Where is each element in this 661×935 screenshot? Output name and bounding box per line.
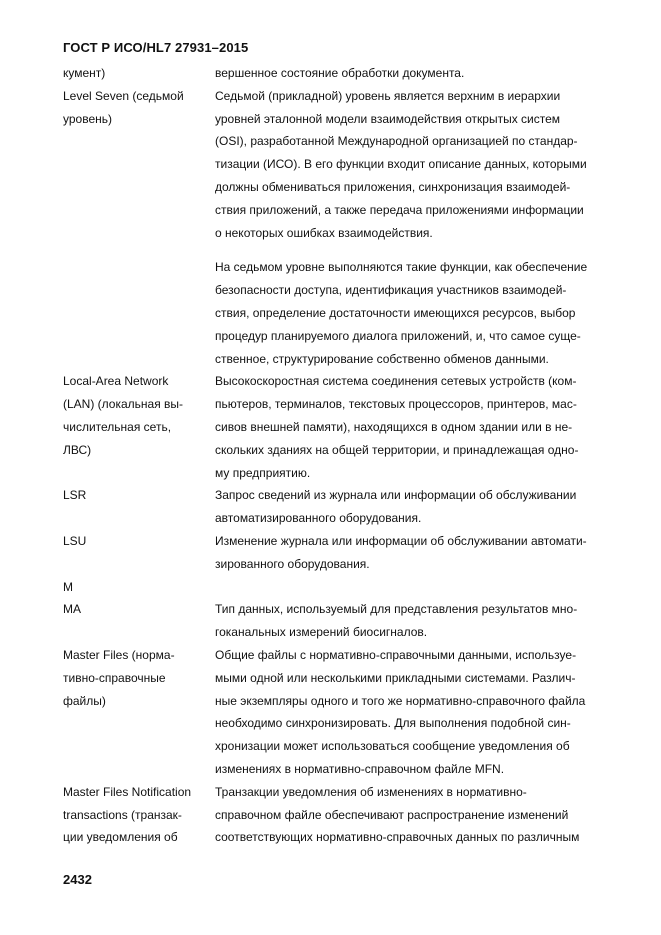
definition-line: Запрос сведений из журнала или информации об обслуживании xyxy=(215,488,577,503)
glossary-definition xyxy=(215,598,633,644)
glossary-definition xyxy=(215,576,633,599)
term-line: Level Seven (седьмой xyxy=(63,88,184,103)
definition-line: уровней эталонной модели взаимодействия открытых систем xyxy=(215,111,561,126)
definition-line xyxy=(215,576,633,599)
glossary-entry xyxy=(63,781,633,849)
definition-line: Транзакции уведомления об изменениях в нормативно- xyxy=(215,784,527,799)
definition-paragraph xyxy=(215,85,633,245)
term-line: кумент) xyxy=(63,66,106,80)
glossary-body xyxy=(63,62,633,849)
glossary-term xyxy=(63,62,215,85)
definition-line: безопасности доступа, идентификация участников взаимодей- xyxy=(215,283,567,298)
page-number: 2432 xyxy=(63,872,92,887)
definition-line: Высокоскоростная система соединения сетевых устройств (ком- xyxy=(215,374,577,389)
term-line: LSU xyxy=(63,533,87,548)
glossary-term xyxy=(63,576,215,599)
definition-line: соответствующих нормативно-справочных данных по различным xyxy=(215,830,580,845)
term-line: Local-Area Network xyxy=(63,374,169,389)
glossary-definition xyxy=(215,85,633,371)
term-line: уровень) xyxy=(63,111,113,126)
term-line: ции уведомления об xyxy=(63,830,178,845)
glossary-definition xyxy=(215,62,633,85)
definition-line: мыми одной или несколькими прикладными системами. Различ- xyxy=(215,670,576,685)
glossary-term xyxy=(63,85,215,371)
term-line: Master Files (норма- xyxy=(63,647,175,662)
definition-line: му предприятию. xyxy=(215,465,311,480)
term-line: LSR xyxy=(63,488,87,503)
glossary-entry xyxy=(63,484,633,530)
definition-paragraph xyxy=(215,62,633,85)
glossary-entry xyxy=(63,370,633,484)
definition-line: процедур планируемого диалога приложений, и, что самое суще- xyxy=(215,328,581,343)
glossary-entry xyxy=(63,62,633,85)
term-line: тивно-справочные xyxy=(63,670,166,685)
glossary-term xyxy=(63,598,215,644)
definition-line: пьютеров, терминалов, текстовых процессоров, принтеров, мас- xyxy=(215,397,577,412)
definition-line: справочном файле обеспечивают распространение изменений xyxy=(215,807,569,822)
definition-line: Тип данных, используемый для представления результатов мно- xyxy=(215,602,578,617)
glossary-term xyxy=(63,370,215,484)
term-line: Master Files Notification xyxy=(63,784,192,799)
definition-paragraph xyxy=(215,576,633,599)
definition-line: гоканальных измерений биосигналов. xyxy=(215,625,428,640)
definition-line: сивов внешней памяти), находящихся в одном здании или в не- xyxy=(215,419,573,434)
definition-paragraph xyxy=(215,370,633,484)
definition-line: ственное, структурирование собственно обменов данными. xyxy=(215,351,549,366)
term-line: M xyxy=(63,579,73,594)
definition-line: вершенное состояние обработки документа. xyxy=(215,66,465,80)
glossary-entry xyxy=(63,644,633,781)
glossary-definition xyxy=(215,781,633,849)
definition-paragraph xyxy=(215,256,633,370)
definition-line: о некоторых ошибках взаимодействия. xyxy=(215,225,433,240)
glossary-entry xyxy=(63,576,633,599)
definition-line: зированного оборудования. xyxy=(215,556,370,571)
definition-line: Седьмой (прикладной) уровень является верхним в иерархии xyxy=(215,88,561,103)
glossary-definition xyxy=(215,530,633,576)
glossary-entry xyxy=(63,85,633,371)
definition-line: автоматизированного оборудования. xyxy=(215,511,422,526)
definition-line: ствия, определение достаточности имеющихся ресурсов, выбор xyxy=(215,305,576,320)
definition-line: изменениях в нормативно-справочном файле MFN. xyxy=(215,761,505,776)
term-line: (LAN) (локальная вы- xyxy=(63,397,184,412)
definition-line: тизации (ИСО). В его функции входит описание данных, которыми xyxy=(215,157,587,172)
definition-paragraph xyxy=(215,644,633,781)
term-line: ЛВС) xyxy=(63,442,92,457)
document-header: ГОСТ Р ИСО/HL7 27931–2015 xyxy=(63,40,249,55)
definition-line: должны обмениваться приложения, синхронизация взаимодей- xyxy=(215,179,571,194)
definition-line: Изменение журнала или информации об обслуживании автомати- xyxy=(215,533,587,548)
glossary-entry xyxy=(63,598,633,644)
definition-paragraph xyxy=(215,530,633,576)
definition-line: необходимо синхронизировать. Для выполнения подобной син- xyxy=(215,716,571,731)
term-line: transactions (транзак- xyxy=(63,807,182,822)
glossary-term xyxy=(63,644,215,781)
term-line: числительная сеть, xyxy=(63,419,172,434)
definition-paragraph xyxy=(215,484,633,530)
glossary-term xyxy=(63,530,215,576)
definition-paragraph xyxy=(215,598,633,644)
definition-line: ствия приложений, а также передача приложениями информации xyxy=(215,202,584,217)
glossary-term xyxy=(63,781,215,849)
term-line: MA xyxy=(63,602,81,617)
definition-line: Общие файлы с нормативно-справочными данными, используе- xyxy=(215,647,577,662)
definition-line: На седьмом уровне выполняются такие функции, как обеспечение xyxy=(215,260,588,275)
glossary-definition xyxy=(215,484,633,530)
glossary-definition xyxy=(215,644,633,781)
glossary-term xyxy=(63,484,215,530)
definition-line: (OSI), разработанной Международной организацией по стандар- xyxy=(215,134,578,149)
definition-paragraph xyxy=(215,781,633,849)
definition-line: ные экземпляры одного и того же нормативно-справочного файла xyxy=(215,693,586,708)
definition-line: хронизации может использоваться сообщение уведомления об xyxy=(215,739,570,754)
term-line: файлы) xyxy=(63,693,106,708)
definition-line: скольких зданиях на общей территории, и принадлежащая одно- xyxy=(215,442,579,457)
glossary-entry xyxy=(63,530,633,576)
glossary-definition xyxy=(215,370,633,484)
